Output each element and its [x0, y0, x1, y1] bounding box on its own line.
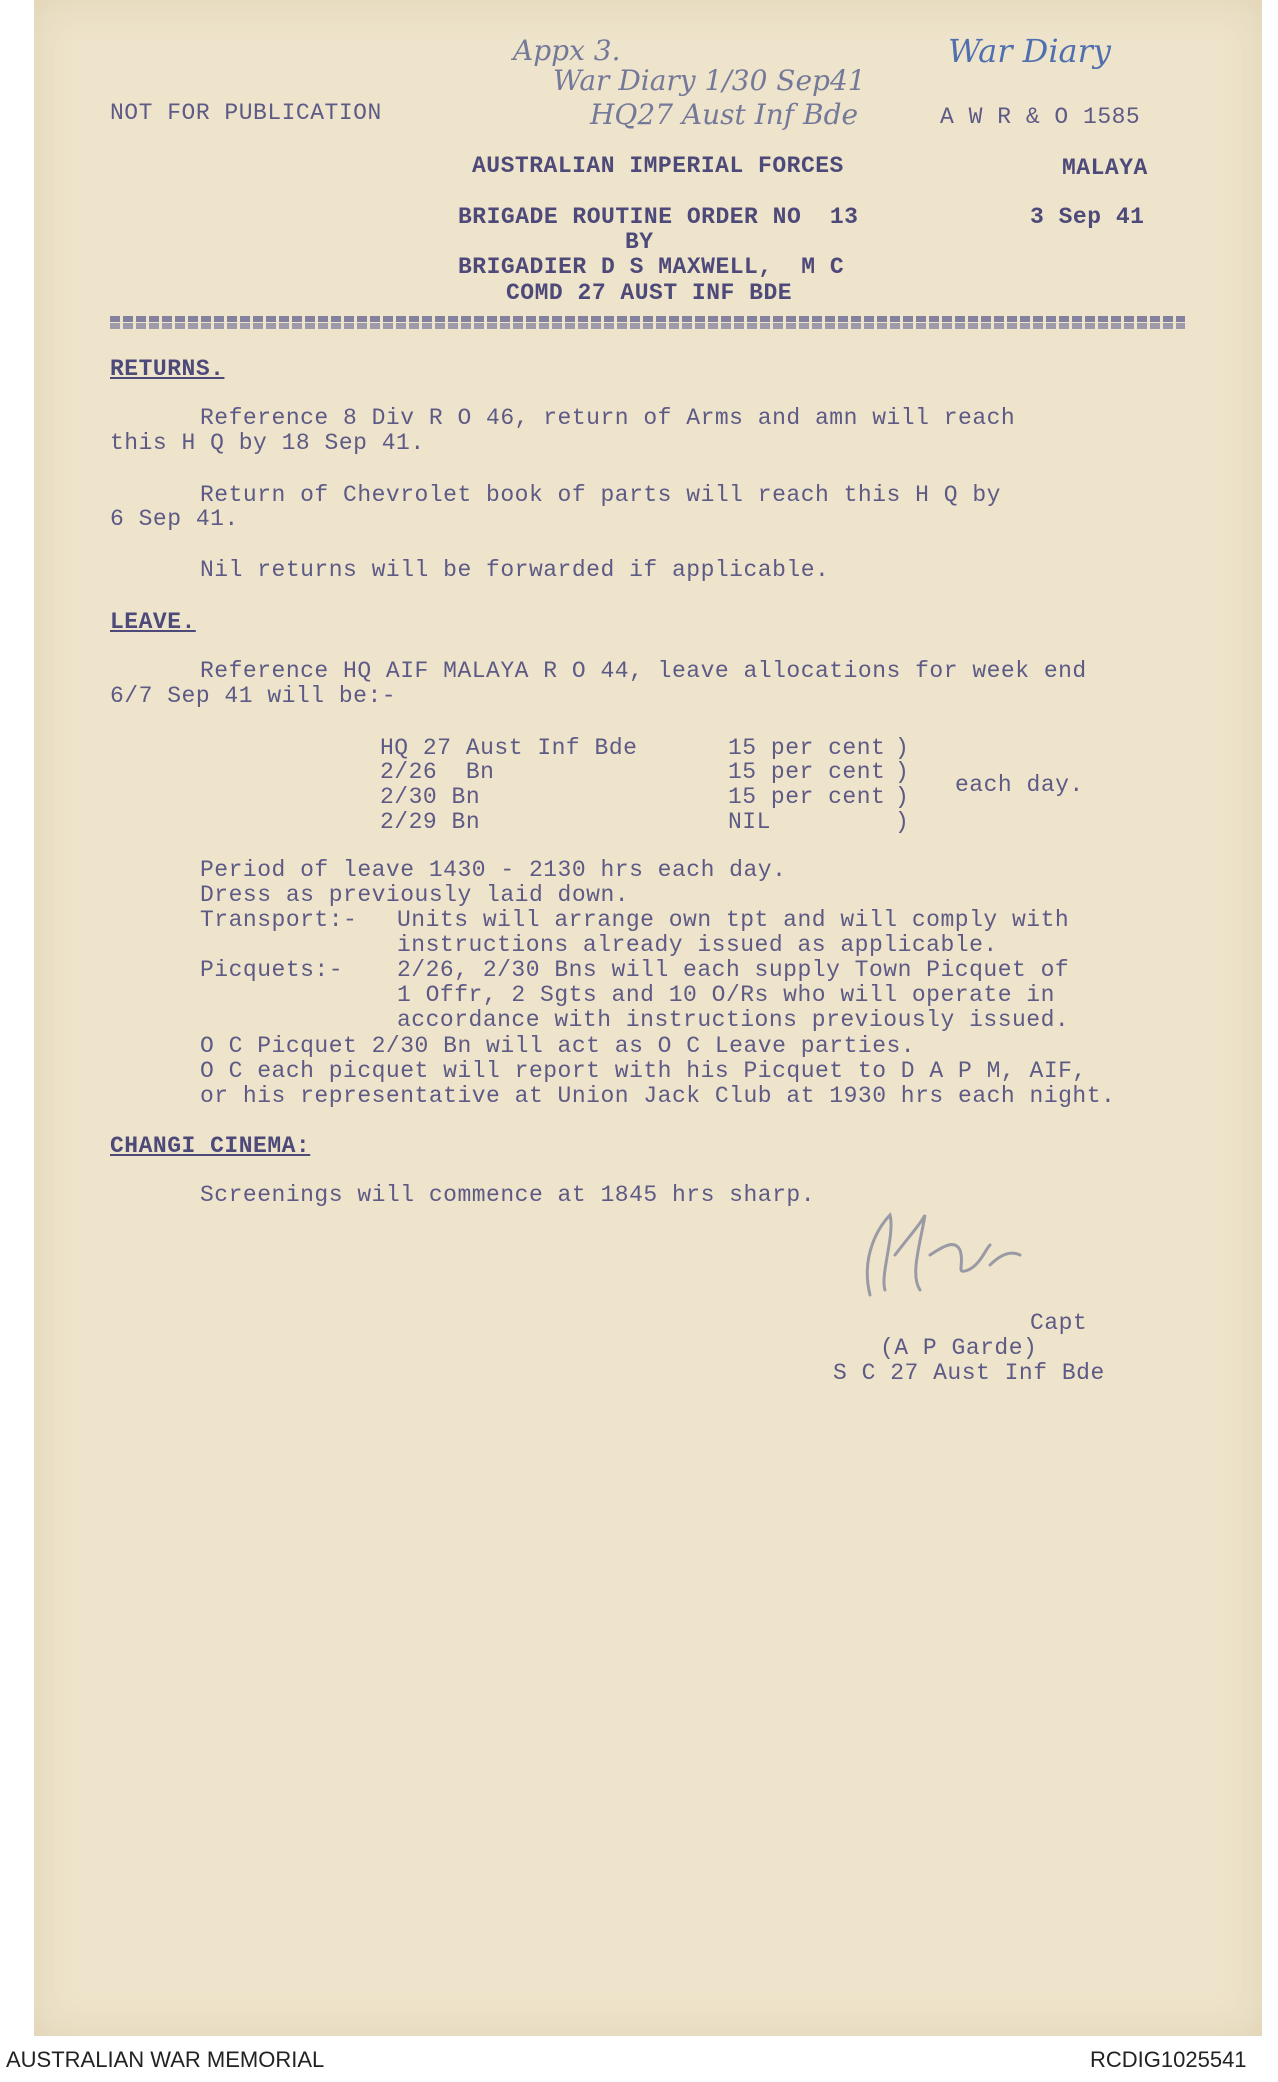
handwritten-appx: Appx 3. [513, 34, 621, 67]
not-for-publication: NOT FOR PUBLICATION [110, 100, 382, 126]
handwritten-war-diary-ref: War Diary 1/30 Sep41 [553, 64, 866, 97]
leave-unit-1: HQ 27 Aust Inf Bde [380, 735, 638, 761]
returns-p2-line1: Return of Chevrolet book of parts will reach this H Q by [200, 482, 1001, 508]
signature-name: (A P Garde) [880, 1335, 1038, 1361]
signature-rank: Capt [1030, 1310, 1088, 1336]
leave-allocation-2: 15 per cent [728, 759, 886, 785]
leave-allocation-1: 15 per cent [728, 735, 886, 761]
picquets-line2: 1 Offr, 2 Sgts and 10 O/Rs who will operate in [397, 982, 1055, 1008]
org-title: AUSTRALIAN IMPERIAL FORCES [472, 153, 844, 179]
order-title: BRIGADE ROUTINE ORDER NO 13 [458, 204, 859, 230]
oc-picquet-line: O C Picquet 2/30 Bn will act as O C Leave parties. [200, 1033, 916, 1059]
brace-3: ) [895, 784, 909, 810]
handwritten-war-diary: War Diary [948, 32, 1111, 70]
order-by: BY [625, 229, 654, 255]
location: MALAYA [1062, 155, 1148, 181]
transport-line1: Units will arrange own tpt and will comply with [397, 907, 1070, 933]
cinema-text: Screenings will commence at 1845 hrs sharp. [200, 1182, 815, 1208]
each-picquet-line1: O C each picquet will report with his Picquet to D A P M, AIF, [200, 1058, 1087, 1084]
brace-4: ) [895, 809, 909, 835]
leave-unit-2: 2/26 Bn [380, 759, 495, 785]
leave-allocation-4: NIL [728, 809, 771, 835]
reference-number: A W R & O 1585 [940, 104, 1141, 130]
signature-scrawl [850, 1195, 1070, 1315]
separator-rule-2 [110, 323, 1185, 329]
signature-appointment: S C 27 Aust Inf Bde [833, 1360, 1105, 1386]
leave-period: Period of leave 1430 - 2130 hrs each day. [200, 857, 787, 883]
footer-source: AUSTRALIAN WAR MEMORIAL [6, 2047, 325, 2072]
leave-intro-line2: 6/7 Sep 41 will be:- [110, 683, 397, 709]
handwritten-unit: HQ27 Aust Inf Bde [590, 98, 859, 131]
separator-rule [110, 316, 1185, 322]
returns-p1-line1: Reference 8 Div R O 46, return of Arms and amn will reach [200, 405, 1016, 431]
picquets-label: Picquets:- [200, 957, 344, 983]
picquets-line1: 2/26, 2/30 Bns will each supply Town Picquet of [397, 957, 1070, 983]
footer-id: RCDIG1025541 [1090, 2047, 1247, 2072]
returns-p2-line2: 6 Sep 41. [110, 506, 239, 532]
leave-dress: Dress as previously laid down. [200, 882, 630, 908]
leave-heading: LEAVE. [110, 609, 196, 635]
leave-unit-4: 2/29 Bn [380, 809, 481, 835]
command: COMD 27 AUST INF BDE [506, 280, 793, 306]
picquets-line3: accordance with instructions previously issued. [397, 1007, 1070, 1033]
brigadier: BRIGADIER D S MAXWELL, M C [458, 254, 845, 280]
brace-2: ) [895, 759, 909, 785]
order-date: 3 Sep 41 [1030, 204, 1145, 230]
returns-p3: Nil returns will be forwarded if applicable. [200, 557, 830, 583]
leave-intro-line1: Reference HQ AIF MALAYA R O 44, leave allocations for week end [200, 658, 1087, 684]
leave-allocation-3: 15 per cent [728, 784, 886, 810]
returns-heading: RETURNS. [110, 356, 225, 382]
returns-p1-line2: this H Q by 18 Sep 41. [110, 430, 425, 456]
transport-line2: instructions already issued as applicable. [397, 932, 998, 958]
leave-unit-3: 2/30 Bn [380, 784, 481, 810]
each-day: each day. [955, 772, 1084, 798]
each-picquet-line2: or his representative at Union Jack Club at 1930 hrs each night. [200, 1083, 1116, 1109]
cinema-heading: CHANGI CINEMA: [110, 1133, 311, 1159]
transport-label: Transport:- [200, 907, 358, 933]
brace-1: ) [895, 735, 909, 761]
